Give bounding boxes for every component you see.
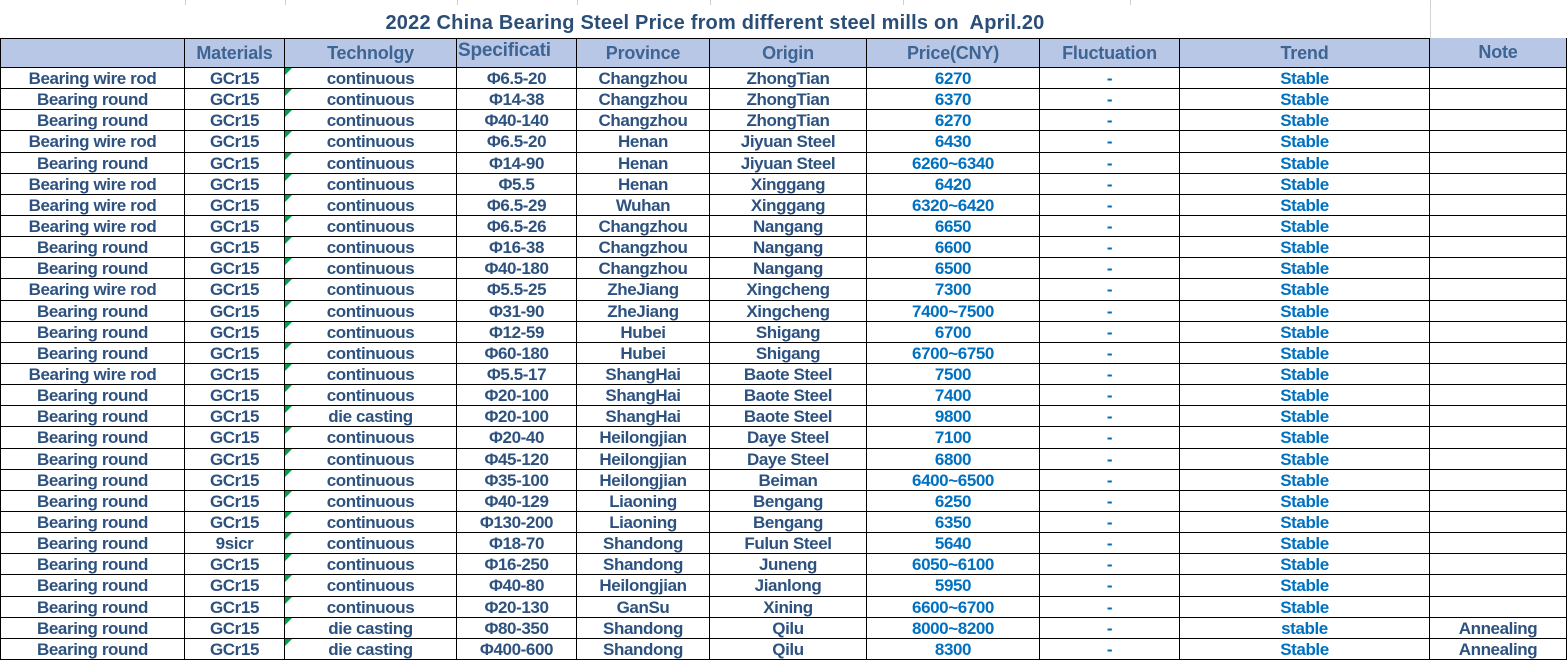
cell-province[interactable]: Heilongjian	[577, 470, 710, 491]
cell-note[interactable]: Annealing	[1430, 639, 1567, 660]
cell-fluctuation[interactable]: -	[1040, 618, 1180, 639]
cell-product[interactable]: Bearing round	[0, 449, 185, 470]
cell-origin[interactable]: Nangang	[710, 258, 867, 279]
cell-trend[interactable]: Stable	[1180, 195, 1430, 216]
cell-origin[interactable]: Qilu	[710, 639, 867, 660]
cell-product[interactable]: Bearing round	[0, 406, 185, 427]
cell-origin[interactable]: Juneng	[710, 554, 867, 575]
cell-specification[interactable]: Φ20-130	[457, 597, 577, 618]
cell-specification[interactable]: Φ60-180	[457, 343, 577, 364]
cell-technology[interactable]: continuous	[285, 237, 457, 258]
cell-specification[interactable]: Φ40-129	[457, 491, 577, 512]
cell-technology[interactable]: continuous	[285, 89, 457, 110]
cell-origin[interactable]: Beiman	[710, 470, 867, 491]
cell-trend[interactable]: Stable	[1180, 385, 1430, 406]
cell-origin[interactable]: Jiyuan Steel	[710, 131, 867, 152]
cell-product[interactable]: Bearing round	[0, 385, 185, 406]
cell-product[interactable]: Bearing round	[0, 597, 185, 618]
cell-note[interactable]	[1430, 343, 1567, 364]
cell-price[interactable]: 8300	[867, 639, 1040, 660]
cell-material[interactable]: GCr15	[185, 216, 285, 237]
cell-product[interactable]: Bearing round	[0, 427, 185, 448]
cell-material[interactable]: GCr15	[185, 512, 285, 533]
cell-origin[interactable]: Nangang	[710, 237, 867, 258]
cell-product[interactable]: Bearing round	[0, 89, 185, 110]
cell-technology[interactable]: continuous	[285, 364, 457, 385]
cell-technology[interactable]: continuous	[285, 131, 457, 152]
cell-specification[interactable]: Φ16-250	[457, 554, 577, 575]
cell-fluctuation[interactable]: -	[1040, 364, 1180, 385]
cell-product[interactable]: Bearing wire rod	[0, 174, 185, 195]
cell-material[interactable]: 9sicr	[185, 533, 285, 554]
cell-material[interactable]: GCr15	[185, 89, 285, 110]
cell-trend[interactable]: Stable	[1180, 597, 1430, 618]
cell-note[interactable]	[1430, 237, 1567, 258]
cell-province[interactable]: Changzhou	[577, 110, 710, 131]
cell-fluctuation[interactable]: -	[1040, 575, 1180, 596]
cell-fluctuation[interactable]: -	[1040, 216, 1180, 237]
cell-material[interactable]: GCr15	[185, 258, 285, 279]
cell-trend[interactable]: Stable	[1180, 449, 1430, 470]
cell-price[interactable]: 6700	[867, 322, 1040, 343]
cell-note[interactable]	[1430, 195, 1567, 216]
cell-province[interactable]: Heilongjian	[577, 449, 710, 470]
cell-trend[interactable]: Stable	[1180, 216, 1430, 237]
cell-fluctuation[interactable]: -	[1040, 427, 1180, 448]
cell-province[interactable]: Henan	[577, 153, 710, 174]
cell-specification[interactable]: Φ35-100	[457, 470, 577, 491]
header-trend[interactable]: Trend	[1180, 38, 1430, 68]
cell-price[interactable]: 9800	[867, 406, 1040, 427]
header-note[interactable]: Note	[1430, 38, 1567, 68]
cell-specification[interactable]: Φ20-100	[457, 385, 577, 406]
cell-product[interactable]: Bearing round	[0, 533, 185, 554]
cell-product[interactable]: Bearing round	[0, 470, 185, 491]
cell-material[interactable]: GCr15	[185, 131, 285, 152]
cell-product[interactable]: Bearing wire rod	[0, 279, 185, 300]
cell-fluctuation[interactable]: -	[1040, 597, 1180, 618]
cell-price[interactable]: 5950	[867, 575, 1040, 596]
cell-trend[interactable]: Stable	[1180, 364, 1430, 385]
cell-technology[interactable]: continuous	[285, 343, 457, 364]
cell-specification[interactable]: Φ14-38	[457, 89, 577, 110]
cell-trend[interactable]: Stable	[1180, 301, 1430, 322]
cell-trend[interactable]: Stable	[1180, 279, 1430, 300]
cell-trend[interactable]: Stable	[1180, 322, 1430, 343]
cell-origin[interactable]: Xingcheng	[710, 301, 867, 322]
header-province[interactable]: Province	[577, 38, 710, 68]
cell-technology[interactable]: continuous	[285, 449, 457, 470]
cell-specification[interactable]: Φ5.5-25	[457, 279, 577, 300]
cell-trend[interactable]: Stable	[1180, 470, 1430, 491]
page-title: 2022 China Bearing Steel Price from different steel mills on April.20	[385, 12, 1045, 34]
cell-fluctuation[interactable]: -	[1040, 533, 1180, 554]
cell-price[interactable]: 6420	[867, 174, 1040, 195]
cell-fluctuation[interactable]: -	[1040, 639, 1180, 660]
cell-trend[interactable]: Stable	[1180, 237, 1430, 258]
cell-province[interactable]: Heilongjian	[577, 427, 710, 448]
cell-fluctuation[interactable]: -	[1040, 110, 1180, 131]
cell-note[interactable]	[1430, 597, 1567, 618]
cell-origin[interactable]: Xinggang	[710, 174, 867, 195]
cell-product[interactable]: Bearing round	[0, 153, 185, 174]
cell-province[interactable]: Henan	[577, 174, 710, 195]
cell-specification[interactable]: Φ6.5-26	[457, 216, 577, 237]
cell-specification[interactable]: Φ80-350	[457, 618, 577, 639]
cell-fluctuation[interactable]: -	[1040, 301, 1180, 322]
cell-fluctuation[interactable]: -	[1040, 131, 1180, 152]
cell-note[interactable]: Annealing	[1430, 618, 1567, 639]
cell-province[interactable]: Shandong	[577, 533, 710, 554]
cell-origin[interactable]: ZhongTian	[710, 110, 867, 131]
cell-fluctuation[interactable]: -	[1040, 470, 1180, 491]
cell-price[interactable]: 6500	[867, 258, 1040, 279]
cell-product[interactable]: Bearing round	[0, 639, 185, 660]
cell-note[interactable]	[1430, 68, 1567, 89]
cell-technology[interactable]: continuous	[285, 174, 457, 195]
cell-price[interactable]: 6650	[867, 216, 1040, 237]
cell-material[interactable]: GCr15	[185, 427, 285, 448]
cell-note[interactable]	[1430, 512, 1567, 533]
cell-note[interactable]	[1430, 364, 1567, 385]
cell-specification[interactable]: Φ400-600	[457, 639, 577, 660]
cell-trend[interactable]: Stable	[1180, 406, 1430, 427]
header-origin[interactable]: Origin	[710, 38, 867, 68]
cell-origin[interactable]: Fulun Steel	[710, 533, 867, 554]
header-technology[interactable]: Technolgy	[285, 38, 457, 68]
cell-technology[interactable]: continuous	[285, 597, 457, 618]
gridline	[1430, 5, 1431, 38]
cell-material[interactable]: GCr15	[185, 174, 285, 195]
cell-material[interactable]: GCr15	[185, 406, 285, 427]
cell-origin[interactable]: Bengang	[710, 491, 867, 512]
cell-technology[interactable]: continuous	[285, 491, 457, 512]
cell-note[interactable]	[1430, 322, 1567, 343]
cell-price[interactable]: 6320~6420	[867, 195, 1040, 216]
cell-technology[interactable]: continuous	[285, 512, 457, 533]
cell-origin[interactable]: ZhongTian	[710, 89, 867, 110]
cell-material[interactable]: GCr15	[185, 322, 285, 343]
cell-material[interactable]: GCr15	[185, 385, 285, 406]
cell-province[interactable]: Hubei	[577, 343, 710, 364]
cell-trend[interactable]: Stable	[1180, 110, 1430, 131]
cell-province[interactable]: ShangHai	[577, 364, 710, 385]
cell-technology[interactable]: continuous	[285, 533, 457, 554]
cell-price[interactable]: 6250	[867, 491, 1040, 512]
cell-product[interactable]: Bearing wire rod	[0, 68, 185, 89]
cell-specification[interactable]: Φ18-70	[457, 533, 577, 554]
cell-note[interactable]	[1430, 153, 1567, 174]
cell-technology[interactable]: continuous	[285, 216, 457, 237]
cell-technology[interactable]: continuous	[285, 322, 457, 343]
cell-price[interactable]: 6600	[867, 237, 1040, 258]
cell-trend[interactable]: Stable	[1180, 153, 1430, 174]
cell-origin[interactable]: ZhongTian	[710, 68, 867, 89]
cell-fluctuation[interactable]: -	[1040, 279, 1180, 300]
cell-fluctuation[interactable]: -	[1040, 258, 1180, 279]
cell-material[interactable]: GCr15	[185, 597, 285, 618]
cell-fluctuation[interactable]: -	[1040, 554, 1180, 575]
cell-fluctuation[interactable]: -	[1040, 406, 1180, 427]
cell-note[interactable]	[1430, 174, 1567, 195]
cell-specification[interactable]: Φ40-80	[457, 575, 577, 596]
cell-trend[interactable]: Stable	[1180, 491, 1430, 512]
cell-specification[interactable]: Φ6.5-29	[457, 195, 577, 216]
cell-product[interactable]: Bearing round	[0, 575, 185, 596]
cell-origin[interactable]: Xingcheng	[710, 279, 867, 300]
header-product[interactable]	[0, 38, 185, 68]
cell-price[interactable]: 6800	[867, 449, 1040, 470]
cell-fluctuation[interactable]: -	[1040, 89, 1180, 110]
cell-note[interactable]	[1430, 89, 1567, 110]
cell-specification[interactable]: Φ14-90	[457, 153, 577, 174]
cell-note[interactable]	[1430, 301, 1567, 322]
cell-price[interactable]: 6430	[867, 131, 1040, 152]
cell-note[interactable]	[1430, 449, 1567, 470]
cell-note[interactable]	[1430, 385, 1567, 406]
cell-product[interactable]: Bearing round	[0, 322, 185, 343]
cell-product[interactable]: Bearing round	[0, 237, 185, 258]
cell-technology[interactable]: die casting	[285, 639, 457, 660]
cell-note[interactable]	[1430, 279, 1567, 300]
cell-origin[interactable]: Nangang	[710, 216, 867, 237]
cell-specification[interactable]: Φ130-200	[457, 512, 577, 533]
cell-origin[interactable]: Daye Steel	[710, 449, 867, 470]
cell-note[interactable]	[1430, 427, 1567, 448]
title-row	[0, 5, 1567, 38]
cell-material[interactable]: GCr15	[185, 364, 285, 385]
cell-product[interactable]: Bearing wire rod	[0, 195, 185, 216]
cell-province[interactable]: ShangHai	[577, 406, 710, 427]
cell-specification[interactable]: Φ6.5-20	[457, 131, 577, 152]
cell-trend[interactable]: Stable	[1180, 639, 1430, 660]
cell-technology[interactable]: continuous	[285, 153, 457, 174]
cell-trend[interactable]: stable	[1180, 618, 1430, 639]
cell-product[interactable]: Bearing wire rod	[0, 131, 185, 152]
cell-specification[interactable]: Φ20-100	[457, 406, 577, 427]
cell-material[interactable]: GCr15	[185, 618, 285, 639]
cell-province[interactable]: ZheJiang	[577, 301, 710, 322]
cell-origin[interactable]: Baote Steel	[710, 364, 867, 385]
cell-price[interactable]: 6370	[867, 89, 1040, 110]
header-fluctuation[interactable]: Fluctuation	[1040, 38, 1180, 68]
cell-specification[interactable]: Φ12-59	[457, 322, 577, 343]
cell-price[interactable]: 5640	[867, 533, 1040, 554]
cell-price[interactable]: 7400~7500	[867, 301, 1040, 322]
cell-province[interactable]: Heilongjian	[577, 575, 710, 596]
cell-trend[interactable]: Stable	[1180, 427, 1430, 448]
table-header	[0, 38, 1567, 68]
cell-price[interactable]: 6270	[867, 110, 1040, 131]
cell-specification[interactable]: Φ5.5	[457, 174, 577, 195]
cell-product[interactable]: Bearing round	[0, 343, 185, 364]
cell-fluctuation[interactable]: -	[1040, 385, 1180, 406]
cell-fluctuation[interactable]: -	[1040, 491, 1180, 512]
cell-price[interactable]: 6400~6500	[867, 470, 1040, 491]
cell-product[interactable]: Bearing round	[0, 258, 185, 279]
table-body	[0, 68, 1567, 660]
cell-fluctuation[interactable]: -	[1040, 237, 1180, 258]
cell-technology[interactable]: die casting	[285, 406, 457, 427]
cell-material[interactable]: GCr15	[185, 195, 285, 216]
cell-note[interactable]	[1430, 575, 1567, 596]
cell-origin[interactable]: Baote Steel	[710, 385, 867, 406]
cell-province[interactable]: Shandong	[577, 554, 710, 575]
cell-technology[interactable]: continuous	[285, 427, 457, 448]
cell-province[interactable]: Changzhou	[577, 237, 710, 258]
cell-fluctuation[interactable]: -	[1040, 174, 1180, 195]
cell-technology[interactable]: continuous	[285, 68, 457, 89]
cell-note[interactable]	[1430, 131, 1567, 152]
cell-province[interactable]: Wuhan	[577, 195, 710, 216]
cell-material[interactable]: GCr15	[185, 237, 285, 258]
cell-fluctuation[interactable]: -	[1040, 512, 1180, 533]
cell-province[interactable]: Changzhou	[577, 89, 710, 110]
cell-specification[interactable]: Φ45-120	[457, 449, 577, 470]
cell-material[interactable]: GCr15	[185, 639, 285, 660]
cell-origin[interactable]: Jianlong	[710, 575, 867, 596]
cell-trend[interactable]: Stable	[1180, 89, 1430, 110]
cell-trend[interactable]: Stable	[1180, 174, 1430, 195]
cell-origin[interactable]: Jiyuan Steel	[710, 153, 867, 174]
cell-product[interactable]: Bearing round	[0, 512, 185, 533]
cell-technology[interactable]: continuous	[285, 575, 457, 596]
cell-province[interactable]: Changzhou	[577, 216, 710, 237]
cell-material[interactable]: GCr15	[185, 153, 285, 174]
cell-note[interactable]	[1430, 491, 1567, 512]
cell-price[interactable]: 7300	[867, 279, 1040, 300]
cell-fluctuation[interactable]: -	[1040, 195, 1180, 216]
cell-province[interactable]: Hubei	[577, 322, 710, 343]
cell-product[interactable]: Bearing round	[0, 618, 185, 639]
cell-material[interactable]: GCr15	[185, 343, 285, 364]
cell-trend[interactable]: Stable	[1180, 68, 1430, 89]
cell-price[interactable]: 6260~6340	[867, 153, 1040, 174]
cell-trend[interactable]: Stable	[1180, 258, 1430, 279]
cell-province[interactable]: Henan	[577, 131, 710, 152]
cell-material[interactable]: GCr15	[185, 279, 285, 300]
cell-fluctuation[interactable]: -	[1040, 343, 1180, 364]
cell-technology[interactable]: continuous	[285, 554, 457, 575]
cell-province[interactable]: Shandong	[577, 618, 710, 639]
cell-product[interactable]: Bearing round	[0, 301, 185, 322]
cell-origin[interactable]: Xining	[710, 597, 867, 618]
cell-price[interactable]: 8000~8200	[867, 618, 1040, 639]
cell-note[interactable]	[1430, 554, 1567, 575]
cell-price[interactable]: 6050~6100	[867, 554, 1040, 575]
cell-price[interactable]: 7500	[867, 364, 1040, 385]
cell-note[interactable]	[1430, 470, 1567, 491]
cell-province[interactable]: ShangHai	[577, 385, 710, 406]
cell-specification[interactable]: Φ40-180	[457, 258, 577, 279]
cell-trend[interactable]: Stable	[1180, 533, 1430, 554]
cell-fluctuation[interactable]: -	[1040, 68, 1180, 89]
cell-specification[interactable]: Φ16-38	[457, 237, 577, 258]
cell-price[interactable]: 7400	[867, 385, 1040, 406]
cell-province[interactable]: Changzhou	[577, 258, 710, 279]
cell-material[interactable]: GCr15	[185, 491, 285, 512]
cell-product[interactable]: Bearing round	[0, 554, 185, 575]
cell-material[interactable]: GCr15	[185, 449, 285, 470]
cell-fluctuation[interactable]: -	[1040, 449, 1180, 470]
cell-origin[interactable]: Baote Steel	[710, 406, 867, 427]
cell-price[interactable]: 7100	[867, 427, 1040, 448]
cell-product[interactable]: Bearing wire rod	[0, 216, 185, 237]
cell-technology[interactable]: continuous	[285, 279, 457, 300]
header-materials[interactable]: Materials	[185, 38, 285, 68]
cell-note[interactable]	[1430, 406, 1567, 427]
cell-specification[interactable]: Φ5.5-17	[457, 364, 577, 385]
cell-province[interactable]: Shandong	[577, 639, 710, 660]
cell-technology[interactable]: continuous	[285, 195, 457, 216]
cell-material[interactable]: GCr15	[185, 575, 285, 596]
cell-technology[interactable]: continuous	[285, 470, 457, 491]
cell-price[interactable]: 6700~6750	[867, 343, 1040, 364]
cell-province[interactable]: Changzhou	[577, 68, 710, 89]
cell-note[interactable]	[1430, 110, 1567, 131]
cell-price[interactable]: 6350	[867, 512, 1040, 533]
cell-trend[interactable]: Stable	[1180, 575, 1430, 596]
cell-fluctuation[interactable]: -	[1040, 153, 1180, 174]
cell-note[interactable]	[1430, 533, 1567, 554]
cell-technology[interactable]: die casting	[285, 618, 457, 639]
cell-technology[interactable]: continuous	[285, 258, 457, 279]
cell-trend[interactable]: Stable	[1180, 512, 1430, 533]
cell-product[interactable]: Bearing round	[0, 491, 185, 512]
cell-fluctuation[interactable]: -	[1040, 322, 1180, 343]
cell-price[interactable]: 6600~6700	[867, 597, 1040, 618]
cell-specification[interactable]: Φ6.5-20	[457, 68, 577, 89]
header-specification[interactable]: Specificati	[457, 38, 577, 68]
cell-province[interactable]: ZheJiang	[577, 279, 710, 300]
cell-material[interactable]: GCr15	[185, 110, 285, 131]
cell-origin[interactable]: Qilu	[710, 618, 867, 639]
cell-specification[interactable]: Φ31-90	[457, 301, 577, 322]
cell-trend[interactable]: Stable	[1180, 343, 1430, 364]
cell-specification[interactable]: Φ20-40	[457, 427, 577, 448]
cell-material[interactable]: GCr15	[185, 68, 285, 89]
cell-note[interactable]	[1430, 258, 1567, 279]
cell-product[interactable]: Bearing wire rod	[0, 364, 185, 385]
cell-origin[interactable]: Bengang	[710, 512, 867, 533]
cell-province[interactable]: GanSu	[577, 597, 710, 618]
cell-technology[interactable]: continuous	[285, 110, 457, 131]
cell-origin[interactable]: Shigang	[710, 343, 867, 364]
cell-origin[interactable]: Daye Steel	[710, 427, 867, 448]
cell-price[interactable]: 6270	[867, 68, 1040, 89]
cell-material[interactable]: GCr15	[185, 301, 285, 322]
cell-material[interactable]: GCr15	[185, 554, 285, 575]
cell-note[interactable]	[1430, 216, 1567, 237]
cell-product[interactable]: Bearing round	[0, 110, 185, 131]
header-price[interactable]: Price(CNY)	[867, 38, 1040, 68]
cell-technology[interactable]: continuous	[285, 385, 457, 406]
cell-province[interactable]: Liaoning	[577, 512, 710, 533]
cell-origin[interactable]: Xinggang	[710, 195, 867, 216]
cell-trend[interactable]: Stable	[1180, 131, 1430, 152]
cell-technology[interactable]: continuous	[285, 301, 457, 322]
cell-specification[interactable]: Φ40-140	[457, 110, 577, 131]
cell-origin[interactable]: Shigang	[710, 322, 867, 343]
cell-trend[interactable]: Stable	[1180, 554, 1430, 575]
cell-material[interactable]: GCr15	[185, 470, 285, 491]
cell-province[interactable]: Liaoning	[577, 491, 710, 512]
